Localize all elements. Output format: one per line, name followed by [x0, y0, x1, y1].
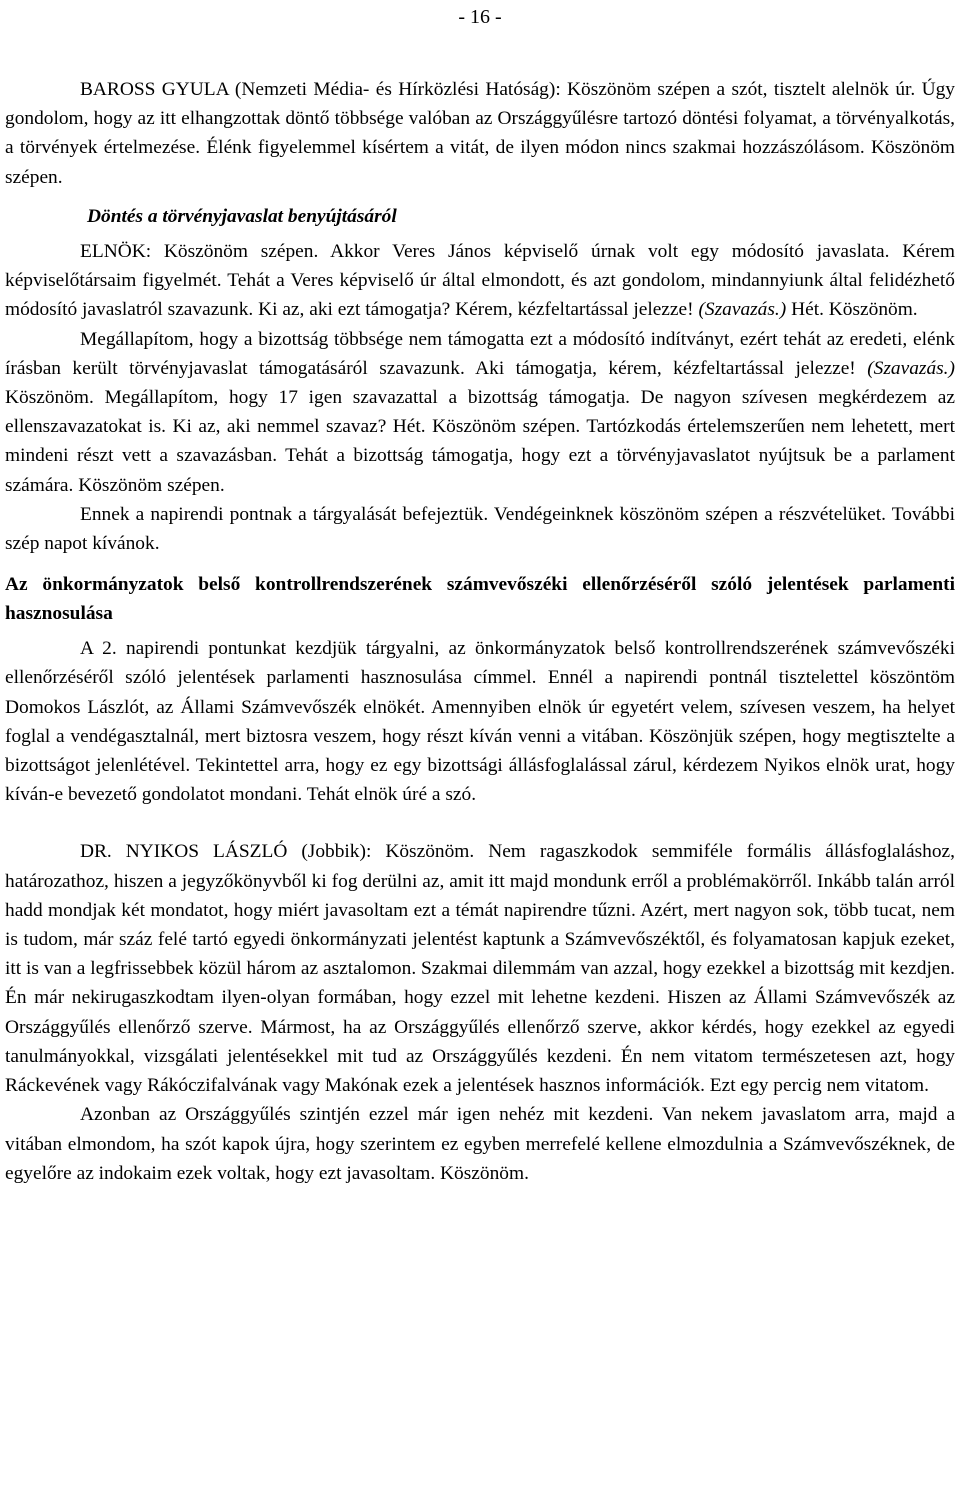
- paragraph-agenda-2: A 2. napirendi pontunkat kezdjük tárgyalni, az önkormányzatok belső kontrollrendszerének számvevőszéki ellenőrzéséről szóló jelentések parlamenti hasznosulása címmel. Ennél a napirendi pontnál tisztelettel köszöntöm Domokos Lászlót, az Állami Számvevőszék elnökét. Amennyiben elnök úr egyetért velem, szívesen veszem, ha helyet foglal a vendégasztalnál, mert biztosra veszem, hogy részt kíván venni a vitában. Köszönjük szépen, hogy megtisztelte a bizottságot jelenlétével. Tekintettel arra, hogy ez egy bizottsági állásfoglalással zárul, kérdezem Nyikos elnök urat, hogy kíván-e bevezető gondolatot mondani. Tehát elnök úré a szó.: [5, 638, 955, 806]
- document-page: [5, 0, 955, 1188]
- paragraph-elnok-vote1: [5, 237, 955, 325]
- paragraph-text: Hét. Köszönöm.: [786, 299, 918, 321]
- paragraph-baross: BAROSS GYULA (Nemzeti Média- és Hírközlési Hatóság): Köszönöm szépen a szót, tisztelt alelnök úr. Úgy gondolom, hogy az itt elhangzottak döntő többsége valóban az Országgyűlésre tartozó döntési folyamat, a törvényalkotás, a törvények értelmezése. Élénk figyelemmel kísértem a vitát, de ilyen módon nincs szakmai hozzászólásom. Köszönöm szépen.: [5, 79, 955, 188]
- paragraph-nyikos: DR. NYIKOS LÁSZLÓ (Jobbik): Köszönöm. Nem ragaszkodok semmiféle formális állásfoglaláshoz, határozathoz, hiszen a jegyzőkönyvből ki fog derülni az, amit itt majd mondunk erről a problémakörről. Inkább talán arról hadd mondjak két mondatot, hogy miért javasoltam ezt a témát napirendre tűzni. Azért, mert nagyon sok, több tucat, nem is tudom, már száz felé tartó egyedi önkormányzati jelentést kaptunk a Számvevőszéktől, és folyamatosan kapjuk ezeket, itt is van a legfrissebbek közül három az asztalomon. Szakmai dilemmám van azzal, hogy ezekkel a bizottság mit kezdjen. Én már nekirugaszkodtam ilyen-olyan formában, hogy ezzel mit lehetne kezdeni. Hiszen az Állami Számvevőszék az Országgyűlés ellenőrző szerve. Mármost, ha az Országgyűlés ellenőrző szerve, akkor kérdés, hogy ezekkel az egyedi tanulmányokkal, vizsgálati jelentésekkel mit tud az Országgyűlés kezdeni. Én nem vitatom természetesen azt, hogy Ráckevének vagy Rákóczifalvának vagy Makónak ezek a jelentések hasznos információk. Ezt egy percig nem vitatom.: [5, 841, 955, 1097]
- section-title: Az önkormányzatok belső kontrollrendszerének számvevőszéki ellenőrzéséről szóló jelentések parlamenti hasznosulása: [5, 574, 955, 625]
- stage-direction: (Szavazás.): [698, 299, 787, 321]
- paragraph-closing: Ennek a napirendi pontnak a tárgyalását befejeztük. Vendégeinknek köszönöm szépen a részvételüket. További szép napot kívánok.: [5, 503, 955, 555]
- page-number: - 16 -: [458, 6, 502, 28]
- subheading-decision: Döntés a törvényjavaslat benyújtásáról: [87, 205, 397, 227]
- paragraph-elnok-vote2: [5, 325, 955, 500]
- paragraph-text: Köszönöm. Megállapítom, hogy 17 igen szavazattal a bizottság támogatja. De nagyon szívesen megkérdezem az ellenszavazatokat is. Ki az, aki nemmel szavaz? Hét. Köszönöm szépen. Tartózkodás értelemszerűen nem lehetett, mert mindeni részt vett a szavazásban. Tehát a bizottság támogatja, hogy ezt a törvényjavaslatot nyújtsuk be a parlament számára. Köszönöm szépen.: [5, 387, 955, 496]
- paragraph-nyikos-cont: Azonban az Országgyűlés szintjén ezzel már igen nehéz mit kezdeni. Van nekem javaslatom arra, majd a vitában elmondom, ha szót kapok újra, hogy szerintem ez egyben merrefelé kellene elmozdulnia a Számvevőszéknek, de egyelőre az indokaim ezek voltak, hogy ezt javasoltam. Köszönöm.: [5, 1104, 955, 1184]
- paragraph-text: Megállapítom, hogy a bizottság többsége nem támogatta ezt a módosító indítványt, ezért tehát az eredeti, elénk írásban került törvényjavaslat támogatásáról szavazunk. Aki támogatja, kérem, kézfeltartással jelezze!: [5, 328, 955, 379]
- paragraph-text: ELNÖK: Köszönöm szépen. Akkor Veres János képviselő úrnak volt egy módosító javaslata. Kérem képviselőtársaim figyelmét. Tehát a Veres képviselő úr által elmondott, és azt gondolom, mindannyiunk által felidézhető módosító javaslatról szavazunk. Ki az, aki ezt támogatja? Kérem, kézfeltartással jelezze!: [5, 241, 955, 321]
- stage-direction: (Szavazás.): [867, 357, 955, 379]
